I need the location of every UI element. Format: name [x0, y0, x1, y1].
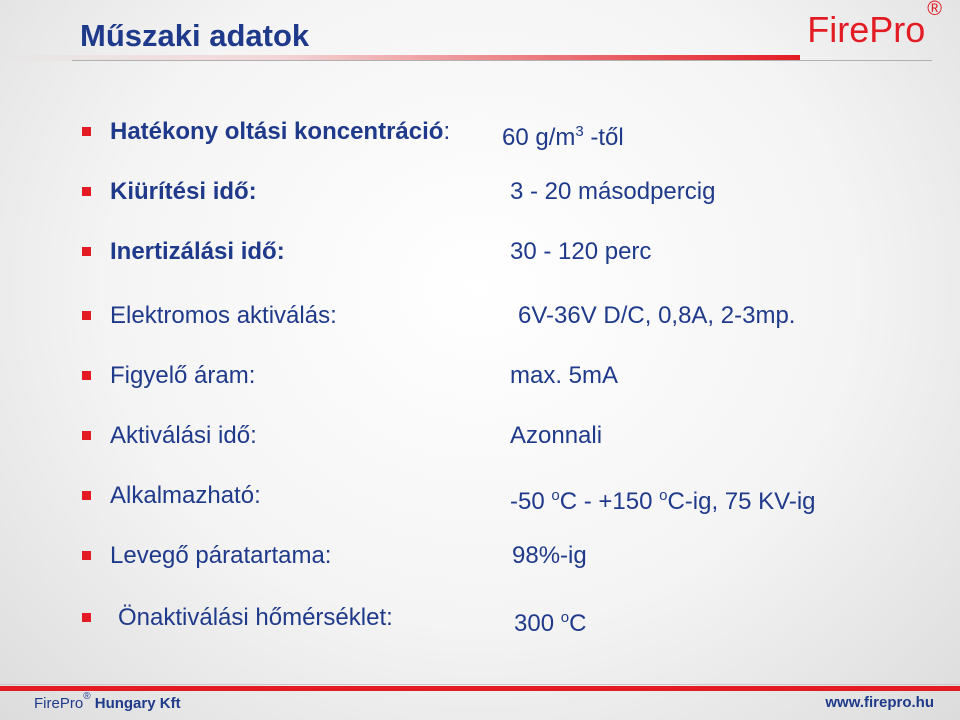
footer-website-link[interactable]: www.firepro.hu [825, 694, 934, 711]
bullet-icon [82, 491, 91, 500]
spec-label: Hatékony oltási koncentráció: [110, 118, 451, 145]
header-divider [72, 60, 932, 61]
brand-name: FirePro [807, 9, 926, 50]
spec-label: Inertizálási idő: [110, 238, 285, 265]
footer-divider [0, 684, 960, 685]
bullet-icon [82, 613, 91, 622]
bullet-icon [82, 247, 91, 256]
spec-row [0, 538, 960, 574]
spec-value: 60 $g/m^3$ -től [502, 123, 624, 151]
bullet-icon [82, 551, 91, 560]
spec-value: -50 $^o$C - +150 $^o$C-ig, 75 KV-ig [510, 487, 816, 515]
spec-label: Levegő páratartama: [110, 542, 332, 569]
spec-value: 98%-ig [512, 542, 587, 569]
spec-label: Kiürítési idő: [110, 178, 257, 205]
footer-company: FirePro® Hungary Kft [34, 691, 181, 712]
page-title: Műszaki adatok [80, 18, 310, 53]
spec-value: max. 5mA [510, 362, 619, 389]
spec-row [0, 298, 960, 334]
spec-label: Aktiválási idő: [110, 422, 257, 449]
footer-accent-bar [0, 686, 960, 691]
spec-value: 30 - 120 perc [510, 238, 652, 265]
spec-label: Elektromos aktiválás: [110, 302, 337, 329]
spec-row [0, 418, 960, 454]
spec-value: 3 - 20 másodpercig [510, 178, 716, 205]
registered-mark: ® [927, 0, 942, 20]
spec-value: Azonnali [510, 422, 603, 449]
spec-row [0, 114, 960, 150]
spec-value: 300 $^o$C [514, 609, 587, 637]
brand-logo [807, 0, 942, 50]
spec-row [0, 234, 960, 270]
bullet-icon [82, 431, 91, 440]
bullet-icon [82, 127, 91, 136]
bullet-icon [82, 187, 91, 196]
spec-label: Figyelő áram: [110, 362, 256, 389]
bullet-icon [82, 311, 91, 320]
spec-row [0, 358, 960, 394]
spec-row [0, 478, 960, 514]
spec-label: Önaktiválási hőmérséklet: [118, 604, 393, 631]
spec-row [0, 174, 960, 210]
bullet-icon [82, 371, 91, 380]
spec-label: Alkalmazható: [110, 482, 261, 509]
spec-row [0, 600, 960, 636]
spec-value: 6V-36V D/C, 0,8A, 2-3mp. [518, 302, 796, 329]
